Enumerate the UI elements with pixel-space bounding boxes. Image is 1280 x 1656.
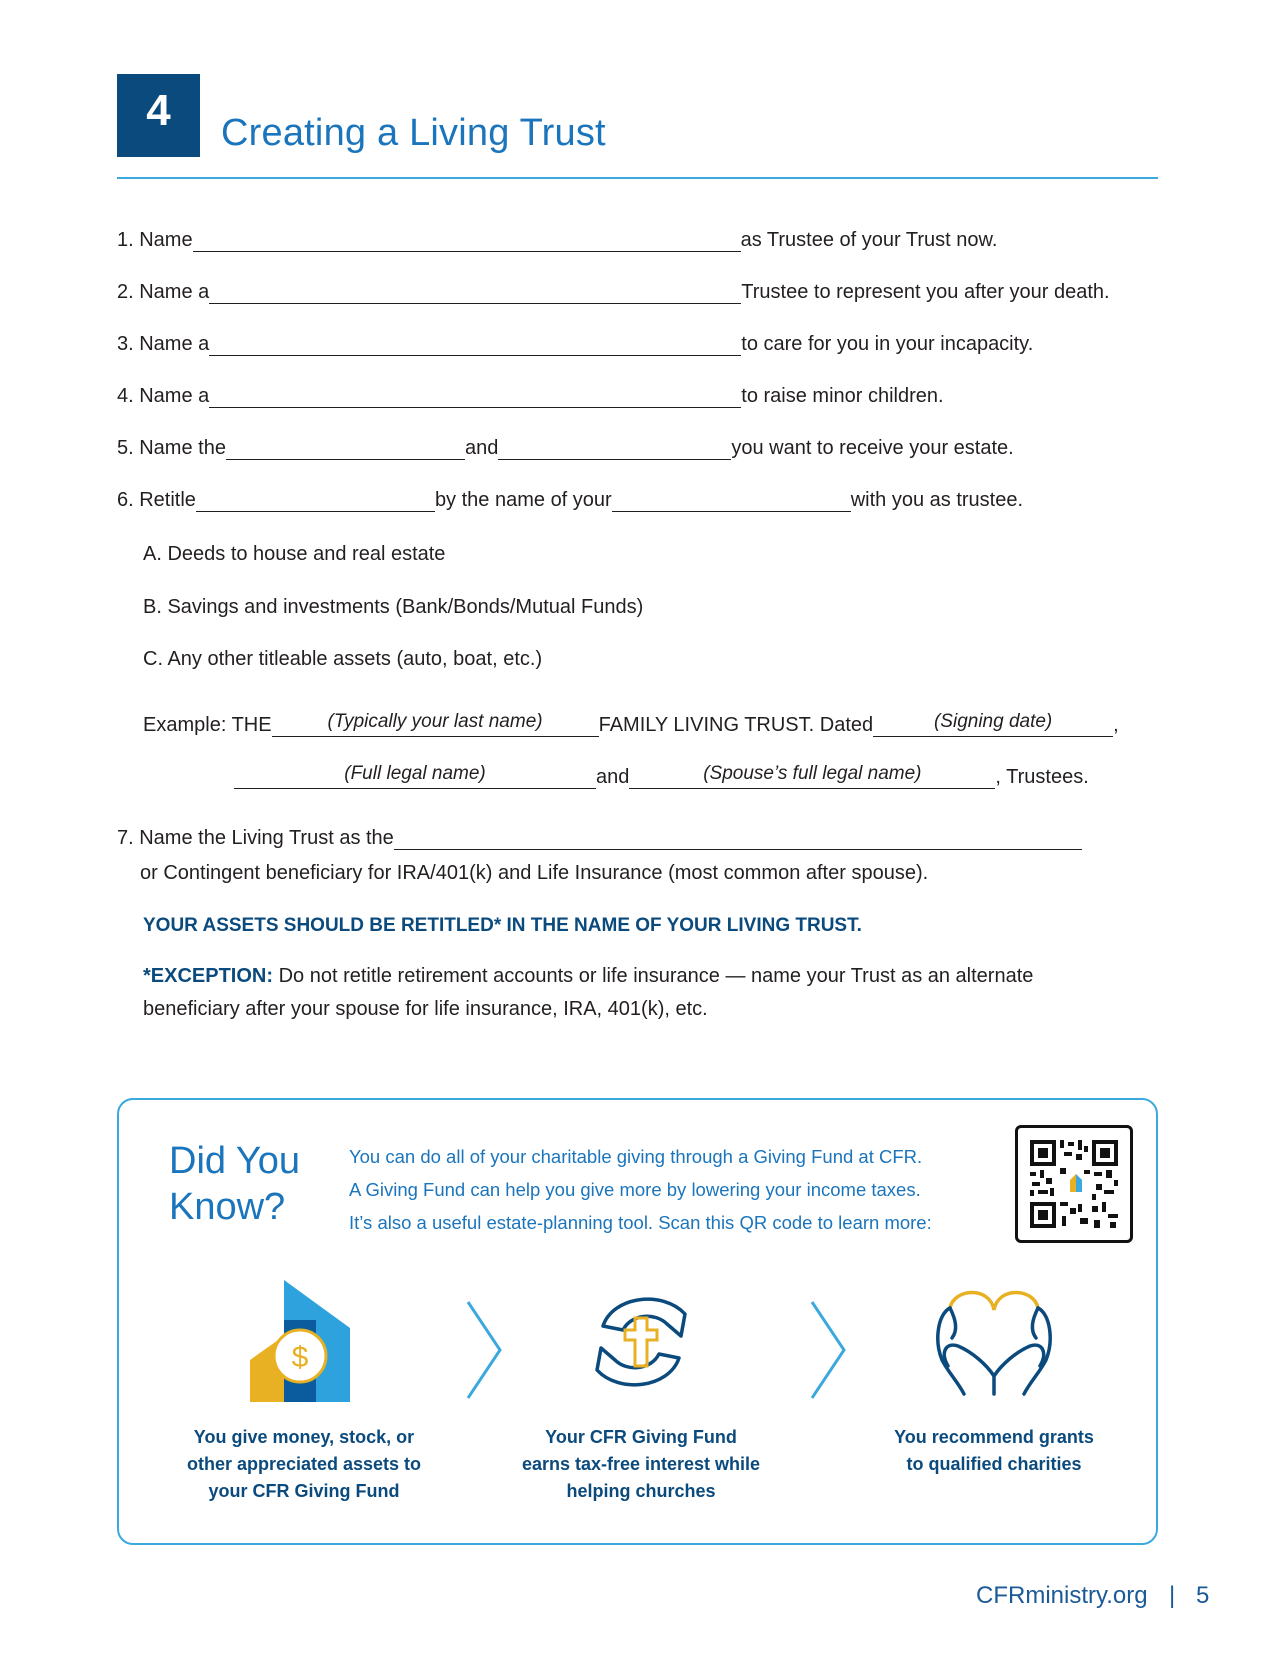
successor-trustee-blank[interactable]	[209, 283, 741, 304]
callout-heading-line-1: Did You	[169, 1140, 301, 1182]
line-prefix: 5. Name the	[117, 437, 226, 459]
line-7-continuation: or Contingent beneficiary for IRA/401(k) and Life Insurance (most common after spouse).	[140, 862, 929, 884]
svg-text:$: $	[291, 1341, 309, 1374]
chevron-right-icon	[464, 1300, 504, 1400]
form-line-7	[117, 826, 1082, 850]
assets-blank[interactable]	[196, 491, 435, 512]
header-divider	[117, 177, 1158, 179]
step-2-caption	[496, 1424, 786, 1505]
full-name-blank[interactable]	[234, 763, 596, 789]
caption-line: earns tax-free interest while	[521, 1454, 761, 1474]
section-number-badge	[117, 74, 200, 157]
qr-code[interactable]	[1015, 1125, 1133, 1243]
example-suffix: , Trustees.	[995, 766, 1089, 788]
callout-text-line: You can do all of your charitable giving through a Giving Fund at CFR.	[349, 1146, 923, 1167]
example-and: and	[596, 766, 630, 788]
step-1-caption	[159, 1424, 449, 1505]
example-line	[143, 713, 1119, 737]
cycle-cross-icon	[585, 1288, 697, 1396]
spouse-name-hint: (Spouse’s full legal name)	[703, 763, 922, 784]
callout-heading	[169, 1138, 300, 1230]
retitle-notice: YOUR ASSETS SHOULD BE RETITLED* IN THE NAME OF YOUR LIVING TRUST.	[143, 915, 862, 936]
line-middle: and	[464, 437, 499, 459]
line-suffix: to raise minor children.	[741, 385, 944, 407]
footer-separator: |	[1169, 1582, 1176, 1609]
full-name-hint: (Full legal name)	[344, 763, 486, 784]
caption-line: your CFR Giving Fund	[208, 1481, 400, 1501]
chevron-right-icon	[808, 1300, 848, 1400]
form-line-4	[117, 384, 944, 408]
line-prefix: 4. Name a	[117, 385, 210, 407]
caption-line: You give money, stock, or	[193, 1427, 415, 1447]
exception-paragraph	[143, 960, 1103, 1026]
form-line-2	[117, 280, 1110, 304]
callout-text-line: It’s also a useful estate-planning tool. Scan this QR code to learn more:	[349, 1212, 932, 1233]
subitem-deeds: A. Deeds to house and real estate	[143, 543, 446, 565]
line-prefix: 7. Name the Living Trust as the	[117, 827, 394, 849]
subitem-other-assets: C. Any other titleable assets (auto, boat, etc.)	[143, 648, 543, 670]
line-suffix: with you as trustee.	[850, 489, 1024, 511]
line-prefix: 1. Name	[117, 229, 193, 251]
callout-heading-line-2: Know?	[169, 1186, 286, 1228]
signing-date-hint: (Signing date)	[933, 711, 1053, 732]
incapacity-caregiver-blank[interactable]	[209, 335, 741, 356]
signing-date-blank[interactable]	[873, 711, 1113, 737]
line-suffix: you want to receive your estate.	[731, 437, 1014, 459]
caption-line: other appreciated assets to	[186, 1454, 422, 1474]
spouse-name-blank[interactable]	[629, 763, 995, 789]
trustee-name-blank[interactable]	[193, 231, 741, 252]
caption-line: Your CFR Giving Fund	[545, 1427, 737, 1447]
step-3-caption	[849, 1424, 1139, 1478]
guardian-blank[interactable]	[209, 387, 741, 408]
subitem-savings: B. Savings and investments (Bank/Bonds/Mutual Funds)	[143, 596, 644, 618]
exception-text: Do not retitle retirement accounts or life insurance — name your Trust as an alternate	[273, 965, 1034, 987]
line-prefix: 6. Retitle	[117, 489, 196, 511]
beneficiary-2-blank[interactable]	[498, 439, 731, 460]
example-middle: FAMILY LIVING TRUST. Dated	[598, 714, 874, 736]
hands-heart-icon	[932, 1290, 1056, 1396]
beneficiary-designation-blank[interactable]	[394, 829, 1082, 850]
line-middle: by the name of your	[434, 489, 612, 511]
form-line-5	[117, 436, 1014, 460]
page-title: Creating a Living Trust	[221, 112, 606, 154]
form-line-1	[117, 228, 997, 252]
line-suffix: as Trustee of your Trust now.	[740, 229, 998, 251]
page-number: 5	[1196, 1582, 1210, 1609]
caption-line: to qualified charities	[906, 1454, 1082, 1474]
example-trustees-line	[234, 765, 1089, 789]
footer-website[interactable]: CFRministry.org	[976, 1582, 1148, 1609]
beneficiary-1-blank[interactable]	[226, 439, 465, 460]
example-comma: ,	[1113, 714, 1119, 736]
callout-text-line: A Giving Fund can help you give more by lowering your income taxes.	[349, 1179, 921, 1200]
trust-name-blank[interactable]	[612, 491, 851, 512]
line-prefix: 3. Name a	[117, 333, 210, 355]
house-coin-icon	[250, 1280, 350, 1402]
caption-line: You recommend grants	[894, 1427, 1094, 1447]
form-line-3	[117, 332, 1033, 356]
exception-label: *EXCEPTION:	[143, 965, 274, 987]
section-number: 4	[146, 85, 171, 135]
last-name-blank[interactable]	[272, 711, 599, 737]
example-prefix: Example: THE	[143, 714, 272, 736]
line-suffix: to care for you in your incapacity.	[741, 333, 1034, 355]
form-line-6	[117, 488, 1023, 512]
line-suffix: Trustee to represent you after your death.	[741, 281, 1110, 303]
qr-code-icon	[1018, 1128, 1130, 1240]
callout-text	[349, 1140, 932, 1239]
line-prefix: 2. Name a	[117, 281, 210, 303]
exception-text-2: beneficiary after your spouse for life insurance, IRA, 401(k), etc.	[143, 998, 708, 1020]
caption-line: helping churches	[566, 1481, 716, 1501]
last-name-hint: (Typically your last name)	[327, 711, 543, 732]
